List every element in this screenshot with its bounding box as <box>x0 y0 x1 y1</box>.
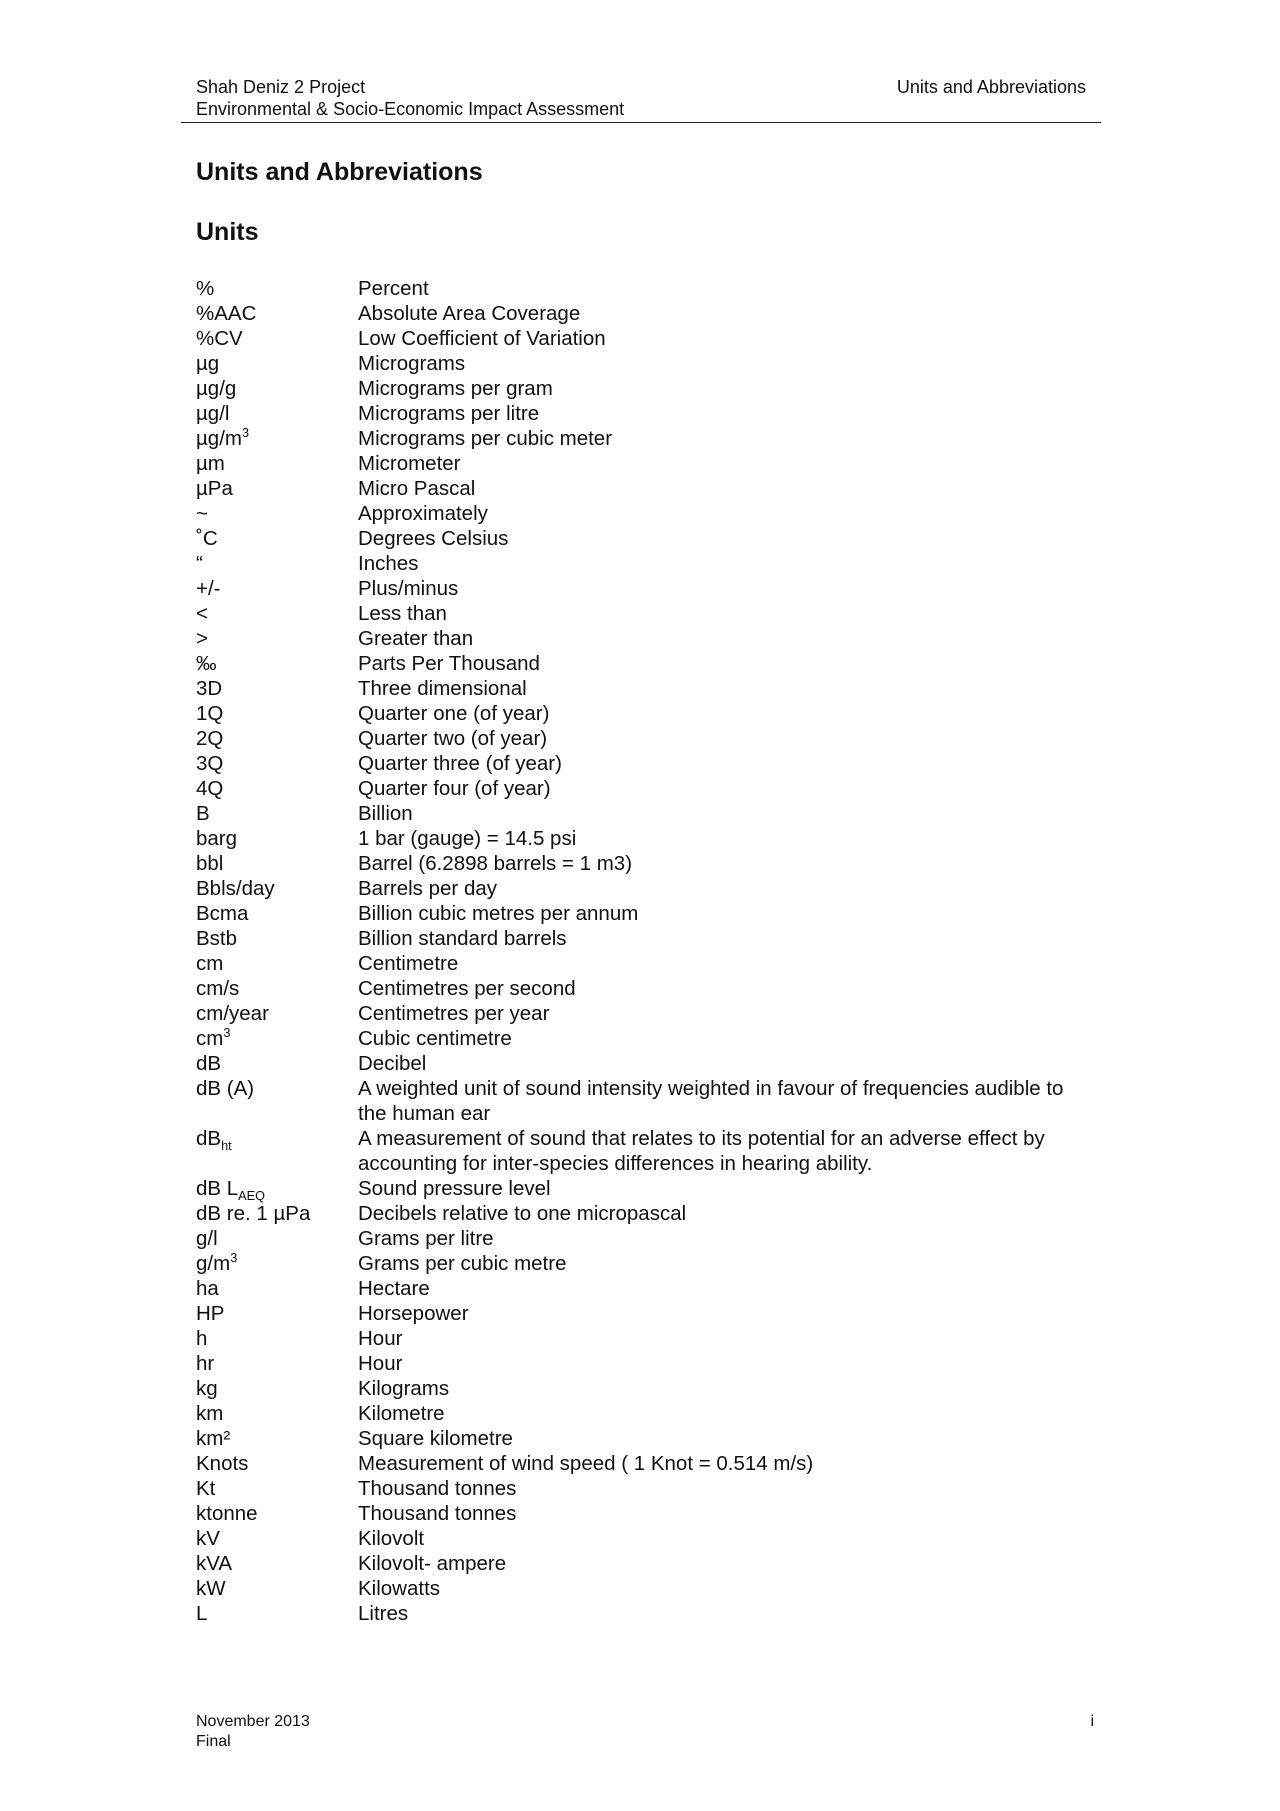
unit-abbreviation <box>196 426 358 451</box>
unit-row <box>196 726 1096 751</box>
unit-row <box>196 1026 1096 1051</box>
unit-row <box>196 1326 1096 1351</box>
unit-abbreviation <box>196 1376 358 1401</box>
unit-abbreviation-text: Knots <box>196 1452 249 1475</box>
unit-definition: Micrograms <box>358 352 466 375</box>
unit-definition: Grams per cubic metre <box>358 1252 567 1275</box>
unit-abbreviation-text: km <box>196 1402 224 1425</box>
unit-abbreviation <box>196 1301 358 1326</box>
unit-abbreviation-text: dB <box>196 1127 222 1150</box>
unit-definition: Three dimensional <box>358 677 527 700</box>
unit-definition: Micrograms per gram <box>358 377 553 400</box>
unit-abbreviation <box>196 751 358 776</box>
unit-definition: A measurement of sound that relates to its potential for an adverse effect by accounting for inter-species differences in hearing ability. <box>358 1127 1045 1175</box>
page-footer-left <box>196 1712 310 1752</box>
unit-row <box>196 676 1096 701</box>
unit-abbreviation <box>196 376 358 401</box>
unit-abbreviation-text: B <box>196 802 210 825</box>
unit-row <box>196 1451 1096 1476</box>
unit-abbreviation <box>196 1601 358 1626</box>
unit-definition: Low Coefficient of Variation <box>358 327 606 350</box>
unit-definition: Greater than <box>358 627 474 650</box>
unit-abbreviation <box>196 801 358 826</box>
unit-abbreviation-text: hr <box>196 1352 215 1375</box>
unit-abbreviation-text: barg <box>196 827 238 850</box>
unit-row <box>196 401 1096 426</box>
unit-row <box>196 1601 1096 1626</box>
unit-definition: Thousand tonnes <box>358 1502 517 1525</box>
unit-abbreviation <box>196 1251 358 1276</box>
unit-abbreviation-text: dB L <box>196 1177 239 1200</box>
unit-row <box>196 1051 1096 1076</box>
unit-abbreviation-text: h <box>196 1327 208 1350</box>
unit-row <box>196 1201 1096 1226</box>
unit-abbreviation <box>196 301 358 326</box>
unit-row <box>196 276 1096 301</box>
unit-abbreviation-text: Bcma <box>196 902 249 925</box>
unit-definition: Micrograms per litre <box>358 402 540 425</box>
unit-row <box>196 476 1096 501</box>
unit-abbreviation-text: ˚C <box>196 527 218 550</box>
unit-row <box>196 351 1096 376</box>
unit-definition: Quarter two (of year) <box>358 727 548 750</box>
unit-definition: 1 bar (gauge) = 14.5 psi <box>358 827 577 850</box>
unit-subscript: AEQ <box>238 1188 265 1204</box>
unit-abbreviation-text: 2Q <box>196 727 224 750</box>
unit-row <box>196 1526 1096 1551</box>
unit-row <box>196 1501 1096 1526</box>
unit-definition: Plus/minus <box>358 577 459 600</box>
unit-definition: Quarter one (of year) <box>358 702 550 725</box>
unit-abbreviation <box>196 1051 358 1076</box>
unit-definition: Parts Per Thousand <box>358 652 540 675</box>
unit-abbreviation <box>196 951 358 976</box>
page-header <box>181 76 1101 123</box>
unit-abbreviation <box>196 1326 358 1351</box>
unit-abbreviation <box>196 1351 358 1376</box>
unit-definition: Measurement of wind speed ( 1 Knot = 0.514 m/s) <box>358 1452 814 1475</box>
unit-abbreviation-text: 1Q <box>196 702 224 725</box>
unit-abbreviation <box>196 776 358 801</box>
unit-abbreviation-text: cm <box>196 952 224 975</box>
unit-definition: Micro Pascal <box>358 477 476 500</box>
unit-abbreviation-text: µg/m <box>196 427 242 450</box>
unit-row <box>196 326 1096 351</box>
unit-abbreviation-text: cm <box>196 1027 224 1050</box>
unit-row <box>196 1251 1096 1276</box>
unit-definition: Billion cubic metres per annum <box>358 902 639 925</box>
unit-definition: Litres <box>358 1602 409 1625</box>
unit-abbreviation <box>196 1451 358 1476</box>
unit-definition: Hour <box>358 1352 403 1375</box>
unit-row <box>196 976 1096 1001</box>
unit-definition: Kilograms <box>358 1377 450 1400</box>
unit-abbreviation-text: dB re. 1 µPa <box>196 1202 311 1225</box>
unit-definition: Quarter three (of year) <box>358 752 562 775</box>
unit-definition: Kilovolt <box>358 1527 425 1550</box>
unit-abbreviation <box>196 1526 358 1551</box>
units-heading: Units <box>196 218 259 246</box>
unit-definition: Grams per litre <box>358 1227 494 1250</box>
unit-row <box>196 301 1096 326</box>
unit-abbreviation-text: Bbls/day <box>196 877 275 900</box>
unit-abbreviation-text: cm/year <box>196 1002 269 1025</box>
unit-row <box>196 626 1096 651</box>
unit-row <box>196 376 1096 401</box>
unit-row <box>196 1176 1096 1204</box>
unit-abbreviation <box>196 1501 358 1526</box>
unit-row <box>196 551 1096 576</box>
unit-row <box>196 1476 1096 1501</box>
unit-abbreviation-text: kW <box>196 1577 226 1600</box>
footer-page-number: i <box>1090 1713 1094 1730</box>
unit-row <box>196 1126 1096 1176</box>
unit-definition: Centimetres per second <box>358 977 576 1000</box>
unit-row <box>196 576 1096 601</box>
unit-abbreviation-text: 4Q <box>196 777 224 800</box>
unit-abbreviation <box>196 1001 358 1026</box>
unit-abbreviation-text: ktonne <box>196 1502 258 1525</box>
unit-abbreviation-text: g/m <box>196 1252 231 1275</box>
unit-definition: Degrees Celsius <box>358 527 509 550</box>
unit-abbreviation <box>196 1551 358 1576</box>
unit-abbreviation-text: kV <box>196 1527 220 1550</box>
unit-abbreviation-text: µg <box>196 352 220 375</box>
unit-abbreviation-text: L <box>196 1602 208 1625</box>
unit-row <box>196 1376 1096 1401</box>
unit-abbreviation <box>196 876 358 901</box>
unit-row <box>196 451 1096 476</box>
unit-abbreviation <box>196 826 358 851</box>
unit-definition: Sound pressure level <box>358 1177 551 1200</box>
unit-abbreviation <box>196 726 358 751</box>
unit-abbreviation-text: HP <box>196 1302 225 1325</box>
unit-abbreviation-text: “ <box>196 552 203 575</box>
footer-date: November 2013 <box>196 1713 310 1730</box>
unit-definition: Approximately <box>358 502 488 525</box>
unit-abbreviation <box>196 576 358 601</box>
project-name: Shah Deniz 2 Project <box>196 77 366 97</box>
unit-abbreviation-text: 3Q <box>196 752 224 775</box>
unit-definition: Percent <box>358 277 429 300</box>
unit-definition: Horsepower <box>358 1302 469 1325</box>
unit-row <box>196 1401 1096 1426</box>
unit-definition: Barrel (6.2898 barrels = 1 m3) <box>358 852 633 875</box>
unit-row <box>196 776 1096 801</box>
unit-row <box>196 876 1096 901</box>
unit-row <box>196 601 1096 626</box>
unit-definition: A weighted unit of sound intensity weighted in favour of frequencies audible to the human ear <box>358 1077 1064 1125</box>
unit-abbreviation-text: µPa <box>196 477 233 500</box>
unit-definition: Micrometer <box>358 452 461 475</box>
unit-row <box>196 1551 1096 1576</box>
unit-definition: Inches <box>358 552 419 575</box>
unit-definition: Hour <box>358 1327 403 1350</box>
page-title: Units and Abbreviations <box>196 158 483 186</box>
unit-abbreviation <box>196 1276 358 1301</box>
unit-subscript: ht <box>221 1138 232 1154</box>
unit-superscript: 3 <box>223 1025 231 1041</box>
unit-abbreviation <box>196 1226 358 1251</box>
unit-row <box>196 426 1096 451</box>
unit-abbreviation <box>196 1476 358 1501</box>
units-list <box>196 276 1096 1626</box>
unit-abbreviation <box>196 651 358 676</box>
unit-abbreviation-text: g/l <box>196 1227 218 1250</box>
unit-abbreviation <box>196 551 358 576</box>
unit-row <box>196 1076 1096 1126</box>
unit-row <box>196 501 1096 526</box>
unit-row <box>196 651 1096 676</box>
unit-row <box>196 826 1096 851</box>
unit-abbreviation-text: %AAC <box>196 302 257 325</box>
unit-row <box>196 751 1096 776</box>
unit-definition: Billion <box>358 802 413 825</box>
unit-definition: Centimetre <box>358 952 459 975</box>
unit-abbreviation <box>196 326 358 351</box>
unit-definition: Cubic centimetre <box>358 1027 512 1050</box>
unit-abbreviation-text: < <box>196 602 208 625</box>
unit-abbreviation <box>196 1126 358 1176</box>
unit-definition: Kilometre <box>358 1402 445 1425</box>
unit-abbreviation <box>196 351 358 376</box>
footer-status: Final <box>196 1733 231 1750</box>
unit-definition: Decibels relative to one micropascal <box>358 1202 687 1225</box>
unit-abbreviation-text: % <box>196 277 215 300</box>
unit-row <box>196 801 1096 826</box>
unit-row <box>196 1276 1096 1301</box>
unit-abbreviation-text: ~ <box>196 502 208 525</box>
unit-abbreviation <box>196 1401 358 1426</box>
unit-row <box>196 1001 1096 1026</box>
unit-definition: Thousand tonnes <box>358 1477 517 1500</box>
unit-abbreviation <box>196 401 358 426</box>
unit-superscript: 3 <box>230 1250 238 1266</box>
unit-abbreviation-text: ‰ <box>196 652 217 675</box>
unit-abbreviation-text: µg/g <box>196 377 237 400</box>
unit-abbreviation <box>196 476 358 501</box>
unit-abbreviation <box>196 701 358 726</box>
unit-abbreviation-text: %CV <box>196 327 243 350</box>
assessment-name: Environmental & Socio-Economic Impact Assessment <box>196 99 625 119</box>
unit-row <box>196 926 1096 951</box>
unit-abbreviation <box>196 1026 358 1051</box>
unit-abbreviation-text: > <box>196 627 208 650</box>
unit-definition: Less than <box>358 602 447 625</box>
unit-abbreviation <box>196 501 358 526</box>
unit-abbreviation <box>196 626 358 651</box>
unit-definition: Quarter four (of year) <box>358 777 551 800</box>
unit-abbreviation <box>196 676 358 701</box>
unit-row <box>196 951 1096 976</box>
unit-definition: Absolute Area Coverage <box>358 302 581 325</box>
unit-abbreviation-text: µg/l <box>196 402 230 425</box>
unit-abbreviation <box>196 451 358 476</box>
unit-definition: Decibel <box>358 1052 427 1075</box>
unit-definition: Square kilometre <box>358 1427 513 1450</box>
unit-abbreviation-text: 3D <box>196 677 223 700</box>
unit-abbreviation <box>196 1076 358 1126</box>
unit-abbreviation-text: kg <box>196 1377 218 1400</box>
unit-abbreviation <box>196 1176 358 1204</box>
unit-row <box>196 1426 1096 1451</box>
unit-abbreviation-text: dB <box>196 1052 222 1075</box>
unit-row <box>196 851 1096 876</box>
unit-abbreviation <box>196 901 358 926</box>
unit-abbreviation-text: bbl <box>196 852 224 875</box>
unit-row <box>196 1301 1096 1326</box>
unit-abbreviation-text: km² <box>196 1427 231 1450</box>
unit-abbreviation <box>196 1426 358 1451</box>
header-section-name: Units and Abbreviations <box>896 77 1086 97</box>
unit-abbreviation-text: ha <box>196 1277 219 1300</box>
unit-abbreviation-text: cm/s <box>196 977 240 1000</box>
unit-abbreviation <box>196 976 358 1001</box>
unit-definition: Hectare <box>358 1277 430 1300</box>
unit-abbreviation-text: dB (A) <box>196 1077 255 1100</box>
unit-definition: Billion standard barrels <box>358 927 567 950</box>
unit-row <box>196 1351 1096 1376</box>
unit-abbreviation-text: Kt <box>196 1477 216 1500</box>
header-left <box>196 76 624 120</box>
unit-definition: Kilovolt- ampere <box>358 1552 507 1575</box>
unit-definition: Micrograms per cubic meter <box>358 427 613 450</box>
unit-row <box>196 1226 1096 1251</box>
unit-abbreviation-text: +/- <box>196 577 221 600</box>
unit-abbreviation <box>196 1201 358 1226</box>
unit-superscript: 3 <box>242 425 250 441</box>
unit-abbreviation <box>196 276 358 301</box>
unit-row <box>196 701 1096 726</box>
unit-abbreviation <box>196 926 358 951</box>
unit-abbreviation <box>196 1576 358 1601</box>
unit-definition: Kilowatts <box>358 1577 441 1600</box>
unit-abbreviation-text: kVA <box>196 1552 233 1575</box>
unit-abbreviation <box>196 526 358 551</box>
unit-abbreviation <box>196 851 358 876</box>
unit-definition: Barrels per day <box>358 877 498 900</box>
unit-row <box>196 901 1096 926</box>
unit-abbreviation <box>196 601 358 626</box>
unit-definition: Centimetres per year <box>358 1002 550 1025</box>
unit-abbreviation-text: Bstb <box>196 927 238 950</box>
unit-row <box>196 526 1096 551</box>
unit-abbreviation-text: µm <box>196 452 225 475</box>
unit-row <box>196 1576 1096 1601</box>
